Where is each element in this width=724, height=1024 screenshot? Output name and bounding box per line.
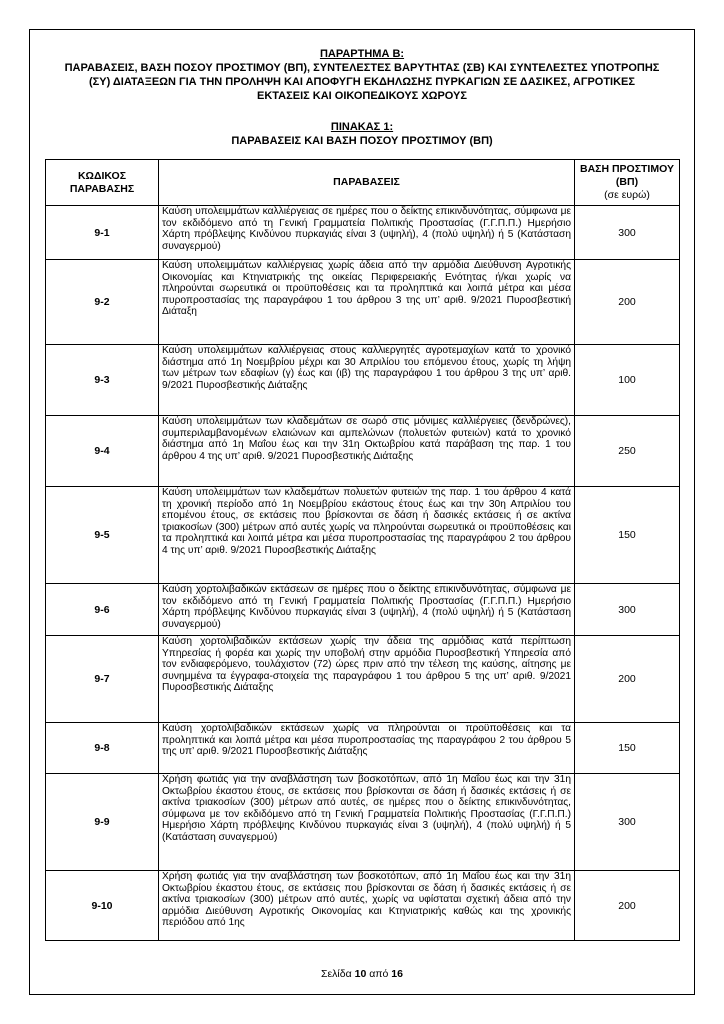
table-row bbox=[46, 260, 680, 345]
violation-code: 9-8 bbox=[46, 723, 159, 774]
fine-amount: 150 bbox=[575, 723, 680, 774]
fine-amount: 300 bbox=[575, 584, 680, 636]
table-row bbox=[46, 206, 680, 260]
footer-page-number: 10 bbox=[354, 968, 367, 980]
violation-code: 9-2 bbox=[46, 260, 159, 345]
violation-description: Καύση χορτολιβαδικών εκτάσεων χωρίς την άδεια της αρμόδιας κατά περίπτωση Υπηρεσίας ή φορέα και χωρίς την υποβολή στην αρμόδια Πυροσβεστική Υπηρεσία από τον ενδιαφερόμενο, τουλάχιστον (72) ώρες πριν από την τέλεση της καύσης, αίτησης με συνημμένα τα έγγραφα-στοιχεία της παραγράφου 1 του άρθρου 5 της υπ’ αριθ. 9/2021 Πυροσβεστικής Διάταξης bbox=[159, 636, 575, 723]
violation-description: Καύση υπολειμμάτων των κλαδεμάτων πολυετών φυτειών της παρ. 1 του άρθρου 4 κατά τη χρονική περίοδο από 1η Νοεμβρίου εκάστους έτους έως και την 30η Απριλίου του επομένου έτους, σε εκτάσεις που βρίσκονται σε δάση ή δασικές εκτάσεις ή σε ακτίνα τριακοσίων (300) μέτρων από αυτές χωρίς να πληρούνται σωρευτικά οι προϋποθέσεις και τα προληπτικά και λοιπά μέτρα και μέσα πυροπροστασίας της παραγράφου 2 του άρθρου 4 της υπ’ αριθ. 9/2021 Πυροσβεστικής Διάταξης bbox=[159, 487, 575, 584]
violation-code: 9-4 bbox=[46, 416, 159, 487]
fine-amount: 200 bbox=[575, 260, 680, 345]
violation-code: 9-3 bbox=[46, 345, 159, 416]
annex-heading bbox=[30, 47, 694, 103]
table-header-row bbox=[46, 160, 680, 206]
violation-code: 9-7 bbox=[46, 636, 159, 723]
table-heading bbox=[30, 120, 694, 148]
violation-code: 9-9 bbox=[46, 774, 159, 871]
annex-line-3: ΕΚΤΑΣΕΙΣ ΚΑΙ ΟΙΚΟΠΕΔΙΚΟΥΣ ΧΩΡΟΥΣ bbox=[257, 90, 467, 102]
page-frame bbox=[29, 29, 695, 995]
violation-description: Καύση χορτολιβαδικών εκτάσεων σε ημέρες που ο δείκτης επικινδυνότητας, σύμφωνα με τον εκδιδόμενο από τη Γενική Γραμματεία Πολιτικής Προστασίας (Γ.Γ.Π.Π.) Ημερήσιο Χάρτη πρόβλεψης Κινδύνου πυρκαγιάς είναι 3 (υψηλή), 4 (πολύ υψηλή) ή 5 (Κατάσταση συναγερμού) bbox=[159, 584, 575, 636]
table-row bbox=[46, 774, 680, 871]
table-label: ΠΙΝΑΚΑΣ 1: bbox=[330, 121, 394, 133]
table-row bbox=[46, 584, 680, 636]
footer-middle: από bbox=[369, 968, 389, 980]
violations-table bbox=[45, 159, 680, 941]
table-body bbox=[46, 206, 680, 941]
violation-description: Χρήση φωτιάς για την αναβλάστηση των βοσκοτόπων, από 1η Μαΐου έως και την 31η Οκτωβρίου έκαστου έτους, σε εκτάσεις που βρίσκονται σε δάση ή δασικές εκτάσεις ή σε ακτίνα τριακοσίων (300) μέτρων από αυτές, χωρίς να υφίσταται σχετική άδεια από την αρμόδια Διεύθυνση Αγροτικής Οικονομίας και Κτηνιατρικής καθώς και της χρονικής περιόδου από 1ης bbox=[159, 871, 575, 941]
violation-code: 9-10 bbox=[46, 871, 159, 941]
violation-description: Καύση χορτολιβαδικών εκτάσεων χωρίς να πληρούνται οι προϋποθέσεις και τα προληπτικά και λοιπά μέτρα και μέσα πυροπροστασίας της παραγράφου 2 του άρθρου 5 της υπ’ αριθ. 9/2021 Πυροσβεστικής Διάταξης bbox=[159, 723, 575, 774]
annex-line-2: (ΣΥ) ΔΙΑΤΑΞΕΩΝ ΓΙΑ ΤΗΝ ΠΡΟΛΗΨΗ ΚΑΙ ΑΠΟΦΥΓΗ ΕΚΔΗΛΩΣΗΣ ΠΥΡΚΑΓΙΩΝ ΣΕ ΔΑΣΙΚΕΣ, ΑΓΡΟΤΙΚΕΣ bbox=[88, 76, 635, 88]
annex-line-1: ΠΑΡΑΒΑΣΕΙΣ, ΒΑΣΗ ΠΟΣΟΥ ΠΡΟΣΤΙΜΟΥ (ΒΠ), ΣΥΝΤΕΛΕΣΤΕΣ ΒΑΡΥΤΗΤΑΣ (ΣΒ) ΚΑΙ ΣΥΝΤΕΛΕΣΤΕΣ ΥΠΟΤΡΟΠΗΣ bbox=[64, 62, 660, 74]
header-base-unit: (σε ευρώ) bbox=[604, 189, 650, 201]
violation-code: 9-5 bbox=[46, 487, 159, 584]
annex-title: ΠΑΡΑΡΤΗΜΑ Β: bbox=[319, 48, 405, 60]
header-code-line-2: ΠΑΡΑΒΑΣΗΣ bbox=[69, 182, 135, 195]
table-row bbox=[46, 723, 680, 774]
header-code-line-1: ΚΩΔΙΚΟΣ bbox=[77, 169, 127, 182]
table-row bbox=[46, 871, 680, 941]
violation-description: Καύση υπολειμμάτων καλλιέργειας στους καλλιεργητές αγροτεμαχίων κατά το χρονικό διάστημα από 1η Νοεμβρίου μέχρι και 30 Απριλίου του επόμενου έτους, χωρίς τη λήψη των μέτρων των εδαφίων (γ) έως και (ιβ) της παραγράφου 1 του άρθρου 3 της υπ’ αριθ. 9/2021 Πυροσβεστικής Διάταξης bbox=[159, 345, 575, 416]
violation-description: Καύση υπολειμμάτων των κλαδεμάτων σε σωρό στις μόνιμες καλλιέργειες (δενδρώνες), συμπεριλαμβανομένων ελαιώνων και αμπελώνων (πολυετών φυτειών) κατά το χρονικό διάστημα από 1η Μαΐου έως και την 31η Οκτωβρίου κατά παράβαση της παρ. 1 του άρθρου 4 της υπ’ αριθ. 9/2021 Πυροσβεστικής Διάταξης bbox=[159, 416, 575, 487]
fine-amount: 200 bbox=[575, 636, 680, 723]
fine-amount: 300 bbox=[575, 774, 680, 871]
header-violations: ΠΑΡΑΒΑΣΕΙΣ bbox=[159, 160, 575, 206]
header-base-line-1: ΒΑΣΗ ΠΡΟΣΤΙΜΟΥ bbox=[580, 163, 674, 175]
fine-amount: 300 bbox=[575, 206, 680, 260]
header-base-line-2: (ΒΠ) bbox=[615, 176, 639, 188]
fine-amount: 200 bbox=[575, 871, 680, 941]
footer-prefix: Σελίδα bbox=[321, 968, 352, 980]
violation-code: 9-6 bbox=[46, 584, 159, 636]
table-row bbox=[46, 487, 680, 584]
header-code bbox=[46, 160, 159, 206]
fine-amount: 100 bbox=[575, 345, 680, 416]
fine-amount: 150 bbox=[575, 487, 680, 584]
page-footer bbox=[30, 968, 694, 980]
table-row bbox=[46, 416, 680, 487]
violation-code: 9-1 bbox=[46, 206, 159, 260]
violation-description: Καύση υπολειμμάτων καλλιέργειας σε ημέρες που ο δείκτης επικινδυνότητας, σύμφωνα με τον εκδιδόμενο από τη Γενική Γραμματεία Πολιτικής Προστασίας (Γ.Γ.Π.Π.) Ημερήσιο Χάρτη πρόβλεψης Κινδύνου πυρκαγιάς είναι 3 (υψηλή), 4 (πολύ υψηλή) ή 5 (Κατάσταση συναγερμού) bbox=[159, 206, 575, 260]
violation-description: Καύση υπολειμμάτων καλλιέργειας χωρίς άδεια από την αρμόδια Διεύθυνση Αγροτικής Οικονομίας και Κτηνιατρικής της οικείας Περιφερειακής Ενότητας ή/και χωρίς να πληρούνται σωρευτικά οι προϋποθέσεις και τα προληπτικά και λοιπά μέτρα και μέσα πυροπροστασίας της παραγράφου 1 του άρθρου 3 της υπ’ αριθ. 9/2021 Πυροσβεστική Διάταξη bbox=[159, 260, 575, 345]
table-subtitle: ΠΑΡΑΒΑΣΕΙΣ ΚΑΙ ΒΑΣΗ ΠΟΣΟΥ ΠΡΟΣΤΙΜΟΥ (ΒΠ) bbox=[231, 135, 493, 147]
table-row bbox=[46, 636, 680, 723]
header-base-fine bbox=[575, 160, 680, 206]
fine-amount: 250 bbox=[575, 416, 680, 487]
footer-page-total: 16 bbox=[391, 968, 403, 980]
violation-description: Χρήση φωτιάς για την αναβλάστηση των βοσκοτόπων, από 1η Μαΐου έως και την 31η Οκτωβρίου έκαστου έτους, σε εκτάσεις που βρίσκονται σε δάση ή δασικές εκτάσεις ή σε ακτίνα τριακοσίων (300) μέτρων από αυτές, σε ημέρες που ο δείκτης επικινδυνότητας, σύμφωνα με τον εκδιδόμενο από τη Γενική Γραμματεία Πολιτικής Προστασίας (Γ.Γ.Π.Π.) Ημερήσιο Χάρτη πρόβλεψης Κινδύνου πυρκαγιάς είναι 3 (υψηλή), 4 (πολύ υψηλή) ή 5 (Κατάσταση συναγερμού) bbox=[159, 774, 575, 871]
table-row bbox=[46, 345, 680, 416]
